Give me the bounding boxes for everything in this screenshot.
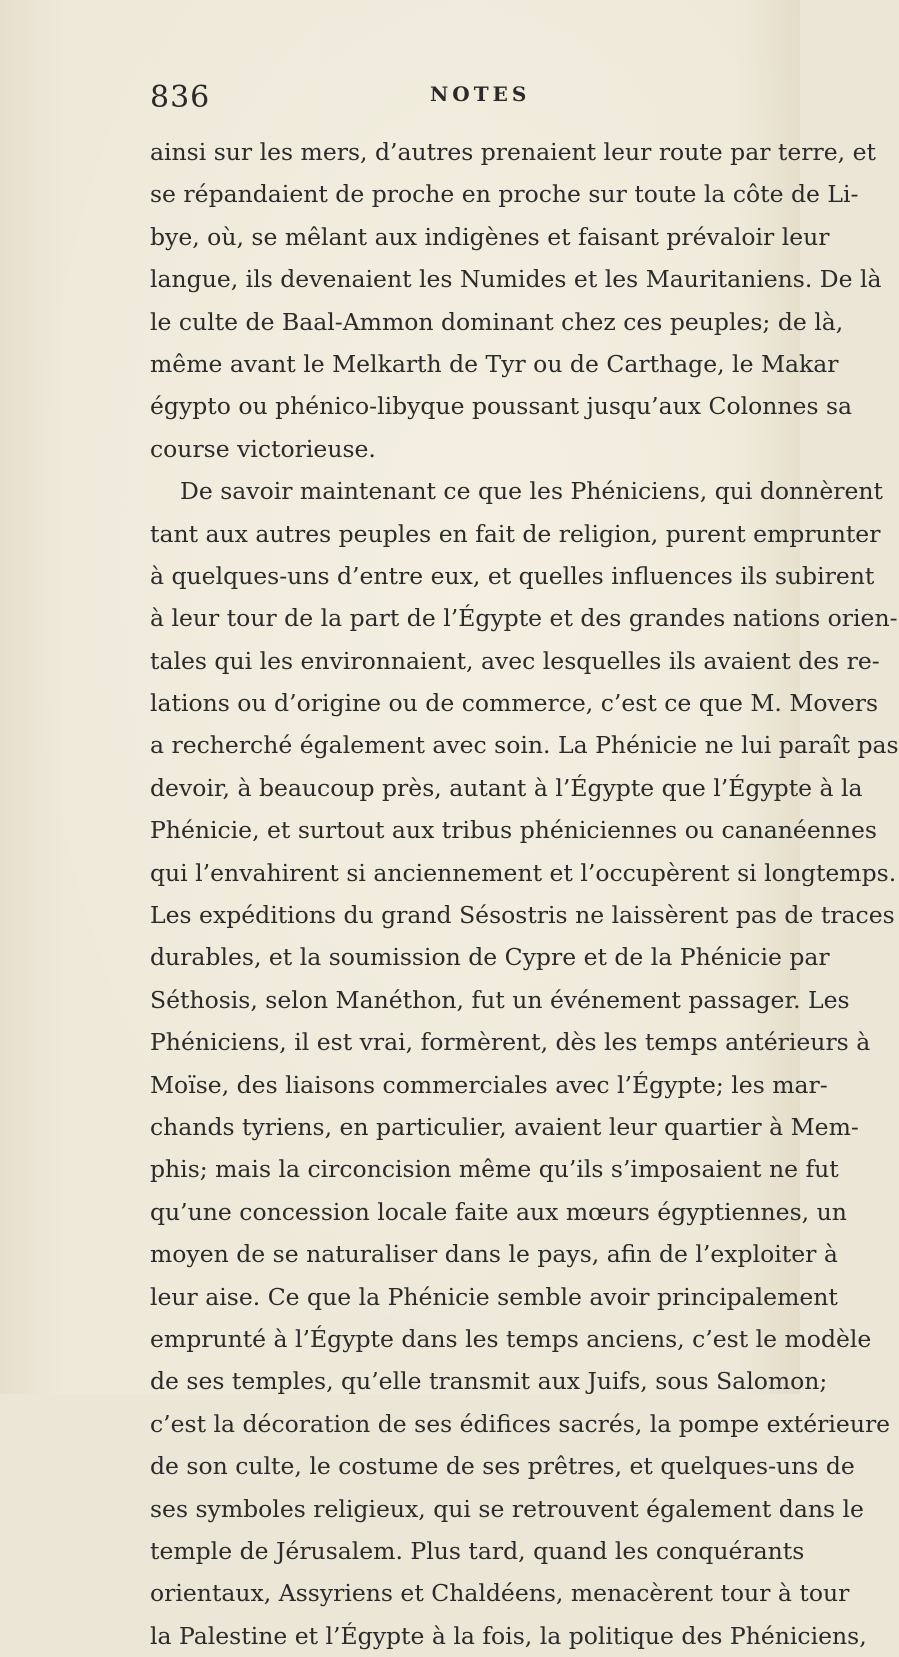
text-line: bye, où, se mêlant aux indigènes et faisant prévaloir leur bbox=[150, 222, 830, 251]
text-line: ses symboles religieux, qui se retrouvent également dans le bbox=[150, 1494, 864, 1523]
text-line: a recherché également avec soin. La Phénicie ne lui paraît pas bbox=[150, 731, 899, 760]
text-line: devoir, à beaucoup près, autant à l’Égypte que l’Égypte à la bbox=[150, 773, 863, 802]
text-line: ainsi sur les mers, d’autres prenaient leur route par terre, et bbox=[150, 138, 876, 166]
text-line: langue, ils devenaient les Numides et les Mauritaniens. De là bbox=[150, 265, 882, 294]
text-line: de ses temples, qu’elle transmit aux Juifs, sous Salomon; bbox=[150, 1367, 828, 1396]
text-line: Phénicie, et surtout aux tribus phéniciennes ou cananéennes bbox=[150, 816, 877, 845]
text-line: qu’une concession locale faite aux mœurs égyptiennes, un bbox=[150, 1197, 847, 1226]
text-line: de son culte, le costume de ses prêtres, et quelques-uns de bbox=[150, 1452, 855, 1481]
page-number: 836 bbox=[150, 80, 211, 115]
text-line: leur aise. Ce que la Phénicie semble avoir principalement bbox=[150, 1282, 838, 1311]
text-line: Séthosis, selon Manéthon, fut un événement passager. Les bbox=[150, 985, 850, 1014]
text-line: Moïse, des liaisons commerciales avec l’Égypte; les mar- bbox=[150, 1070, 828, 1099]
text-line: tant aux autres peuples en fait de religion, purent emprunter bbox=[150, 519, 881, 548]
text-line: Les expéditions du grand Sésostris ne laissèrent pas de traces bbox=[150, 901, 895, 930]
text-line: course victorieuse. bbox=[150, 434, 376, 463]
body-text bbox=[150, 131, 899, 1657]
text-line: même avant le Melkarth de Tyr ou de Carthage, le Makar bbox=[150, 349, 839, 378]
text-line: la Palestine et l’Égypte à la fois, la politique des Phéniciens, bbox=[150, 1621, 867, 1650]
paragraph-first-line: De savoir maintenant ce que les Phéniciens, qui donnèrent bbox=[180, 477, 883, 506]
text-line: qui l’envahirent si anciennement et l’occupèrent si longtemps. bbox=[150, 858, 897, 887]
text-line: c’est la décoration de ses édifices sacrés, la pompe extérieure bbox=[150, 1409, 891, 1438]
text-line: temple de Jérusalem. Plus tard, quand les conquérants bbox=[150, 1536, 805, 1565]
text-line: égypto ou phénico-libyque poussant jusqu’aux Colonnes sa bbox=[150, 392, 853, 421]
text-line: le culte de Baal-Ammon dominant chez ces peuples; de là, bbox=[150, 307, 844, 336]
text-line: emprunté à l’Égypte dans les temps anciens, c’est le modèle bbox=[150, 1324, 872, 1353]
text-line: moyen de se naturaliser dans le pays, afin de l’exploiter à bbox=[150, 1240, 838, 1269]
text-line: Phéniciens, il est vrai, formèrent, dès les temps antérieurs à bbox=[150, 1028, 871, 1057]
text-line: à quelques-uns d’entre eux, et quelles influences ils subirent bbox=[150, 561, 875, 590]
text-line: se répandaient de proche en proche sur toute la côte de Li- bbox=[150, 180, 859, 209]
text-line: tales qui les environnaient, avec lesquelles ils avaient des re- bbox=[150, 646, 880, 675]
text-line: durables, et la soumission de Cypre et de la Phénicie par bbox=[150, 943, 830, 972]
text-line: lations ou d’origine ou de commerce, c’est ce que M. Movers bbox=[150, 689, 879, 718]
text-line: phis; mais la circoncision même qu’ils s’imposaient ne fut bbox=[150, 1155, 839, 1184]
running-head: NOTES bbox=[430, 82, 531, 106]
text-line: à leur tour de la part de l’Égypte et des grandes nations orien- bbox=[150, 604, 898, 633]
text-line: orientaux, Assyriens et Chaldéens, menacèrent tour à tour bbox=[150, 1579, 850, 1608]
text-line: chands tyriens, en particulier, avaient leur quartier à Mem- bbox=[150, 1112, 859, 1141]
page-header bbox=[150, 80, 770, 120]
